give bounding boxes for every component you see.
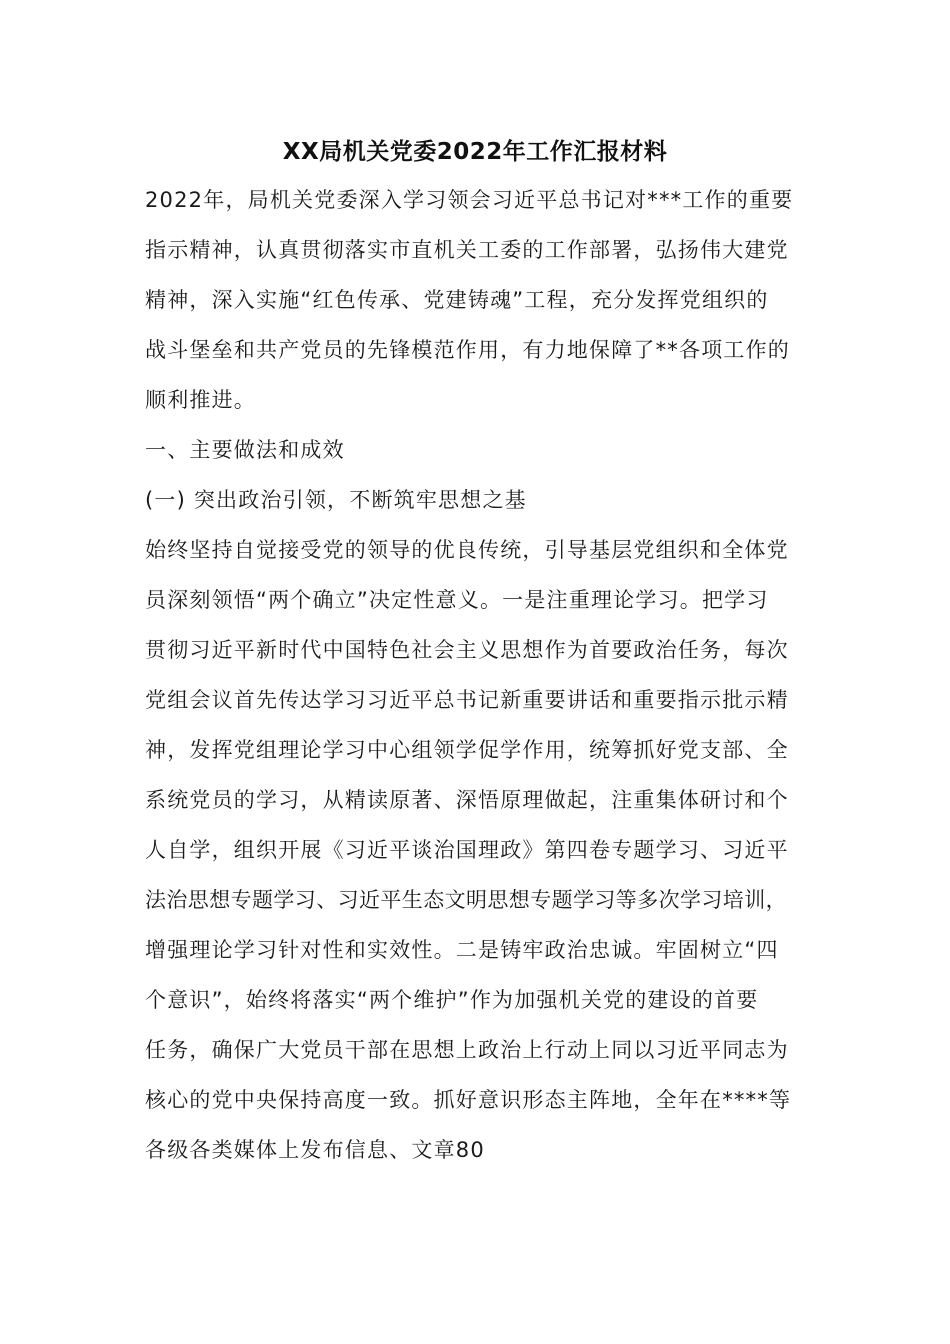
- paragraph-line: 2022年，局机关党委深入学习领会习近平总书记对***工作的重要: [145, 188, 794, 212]
- paragraph-line: 系统党员的学习，从精读原著、深悟原理做起，注重集体研讨和个: [145, 788, 789, 812]
- paragraph-line: 任务，确保广大党员干部在思想上政治上行动上同以习近平同志为: [145, 1038, 789, 1062]
- paragraph-line: 人自学，组织开展《习近平谈治国理政》第四卷专题学习、习近平: [145, 838, 789, 862]
- paragraph-line: 党组会议首先传达学习习近平总书记新重要讲话和重要指示批示精: [145, 688, 789, 712]
- paragraph-line: 贯彻习近平新时代中国特色社会主义思想作为首要政治任务，每次: [145, 638, 789, 662]
- paragraph-line: 指示精神，认真贯彻落实市直机关工委的工作部署，弘扬伟大建党: [145, 238, 789, 262]
- paragraph-line: 增强理论学习针对性和实效性。二是铸牢政治忠诚。牢固树立“四: [145, 938, 779, 962]
- paragraph-line: 员深刻领悟“两个确立”决定性意义。一是注重理论学习。把学习: [145, 588, 769, 612]
- subsection-heading: (一) 突出政治引领，不断筑牢思想之基: [145, 488, 527, 512]
- paragraph-line: 个意识”，始终将落实“两个维护”作为加强机关党的建设的首要: [145, 988, 759, 1012]
- paragraph-line: 神，发挥党组理论学习中心组领学促学作用，统筹抓好党支部、全: [145, 738, 789, 762]
- document-body: [145, 178, 815, 1178]
- section-heading: 一、主要做法和成效: [145, 438, 345, 462]
- document-title: XX局机关党委2022年工作汇报材料: [282, 139, 668, 165]
- paragraph-line: 战斗堡垒和共产党员的先锋模范作用，有力地保障了**各项工作的: [145, 338, 790, 362]
- paragraph-line: 精神，深入实施“红色传承、党建铸魂”工程，充分发挥党组织的: [145, 288, 769, 312]
- paragraph-line: 始终坚持自觉接受党的领导的优良传统，引导基层党组织和全体党: [145, 538, 789, 562]
- paragraph-line: 核心的党中央保持高度一致。抓好意识形态主阵地，全年在****等: [145, 1088, 792, 1112]
- paragraph-line: 顺利推进。: [145, 388, 256, 412]
- paragraph-line: 各级各类媒体上发布信息、文章80: [145, 1138, 485, 1162]
- paragraph-line: 法治思想专题学习、习近平生态文明思想专题学习等多次学习培训，: [145, 888, 787, 912]
